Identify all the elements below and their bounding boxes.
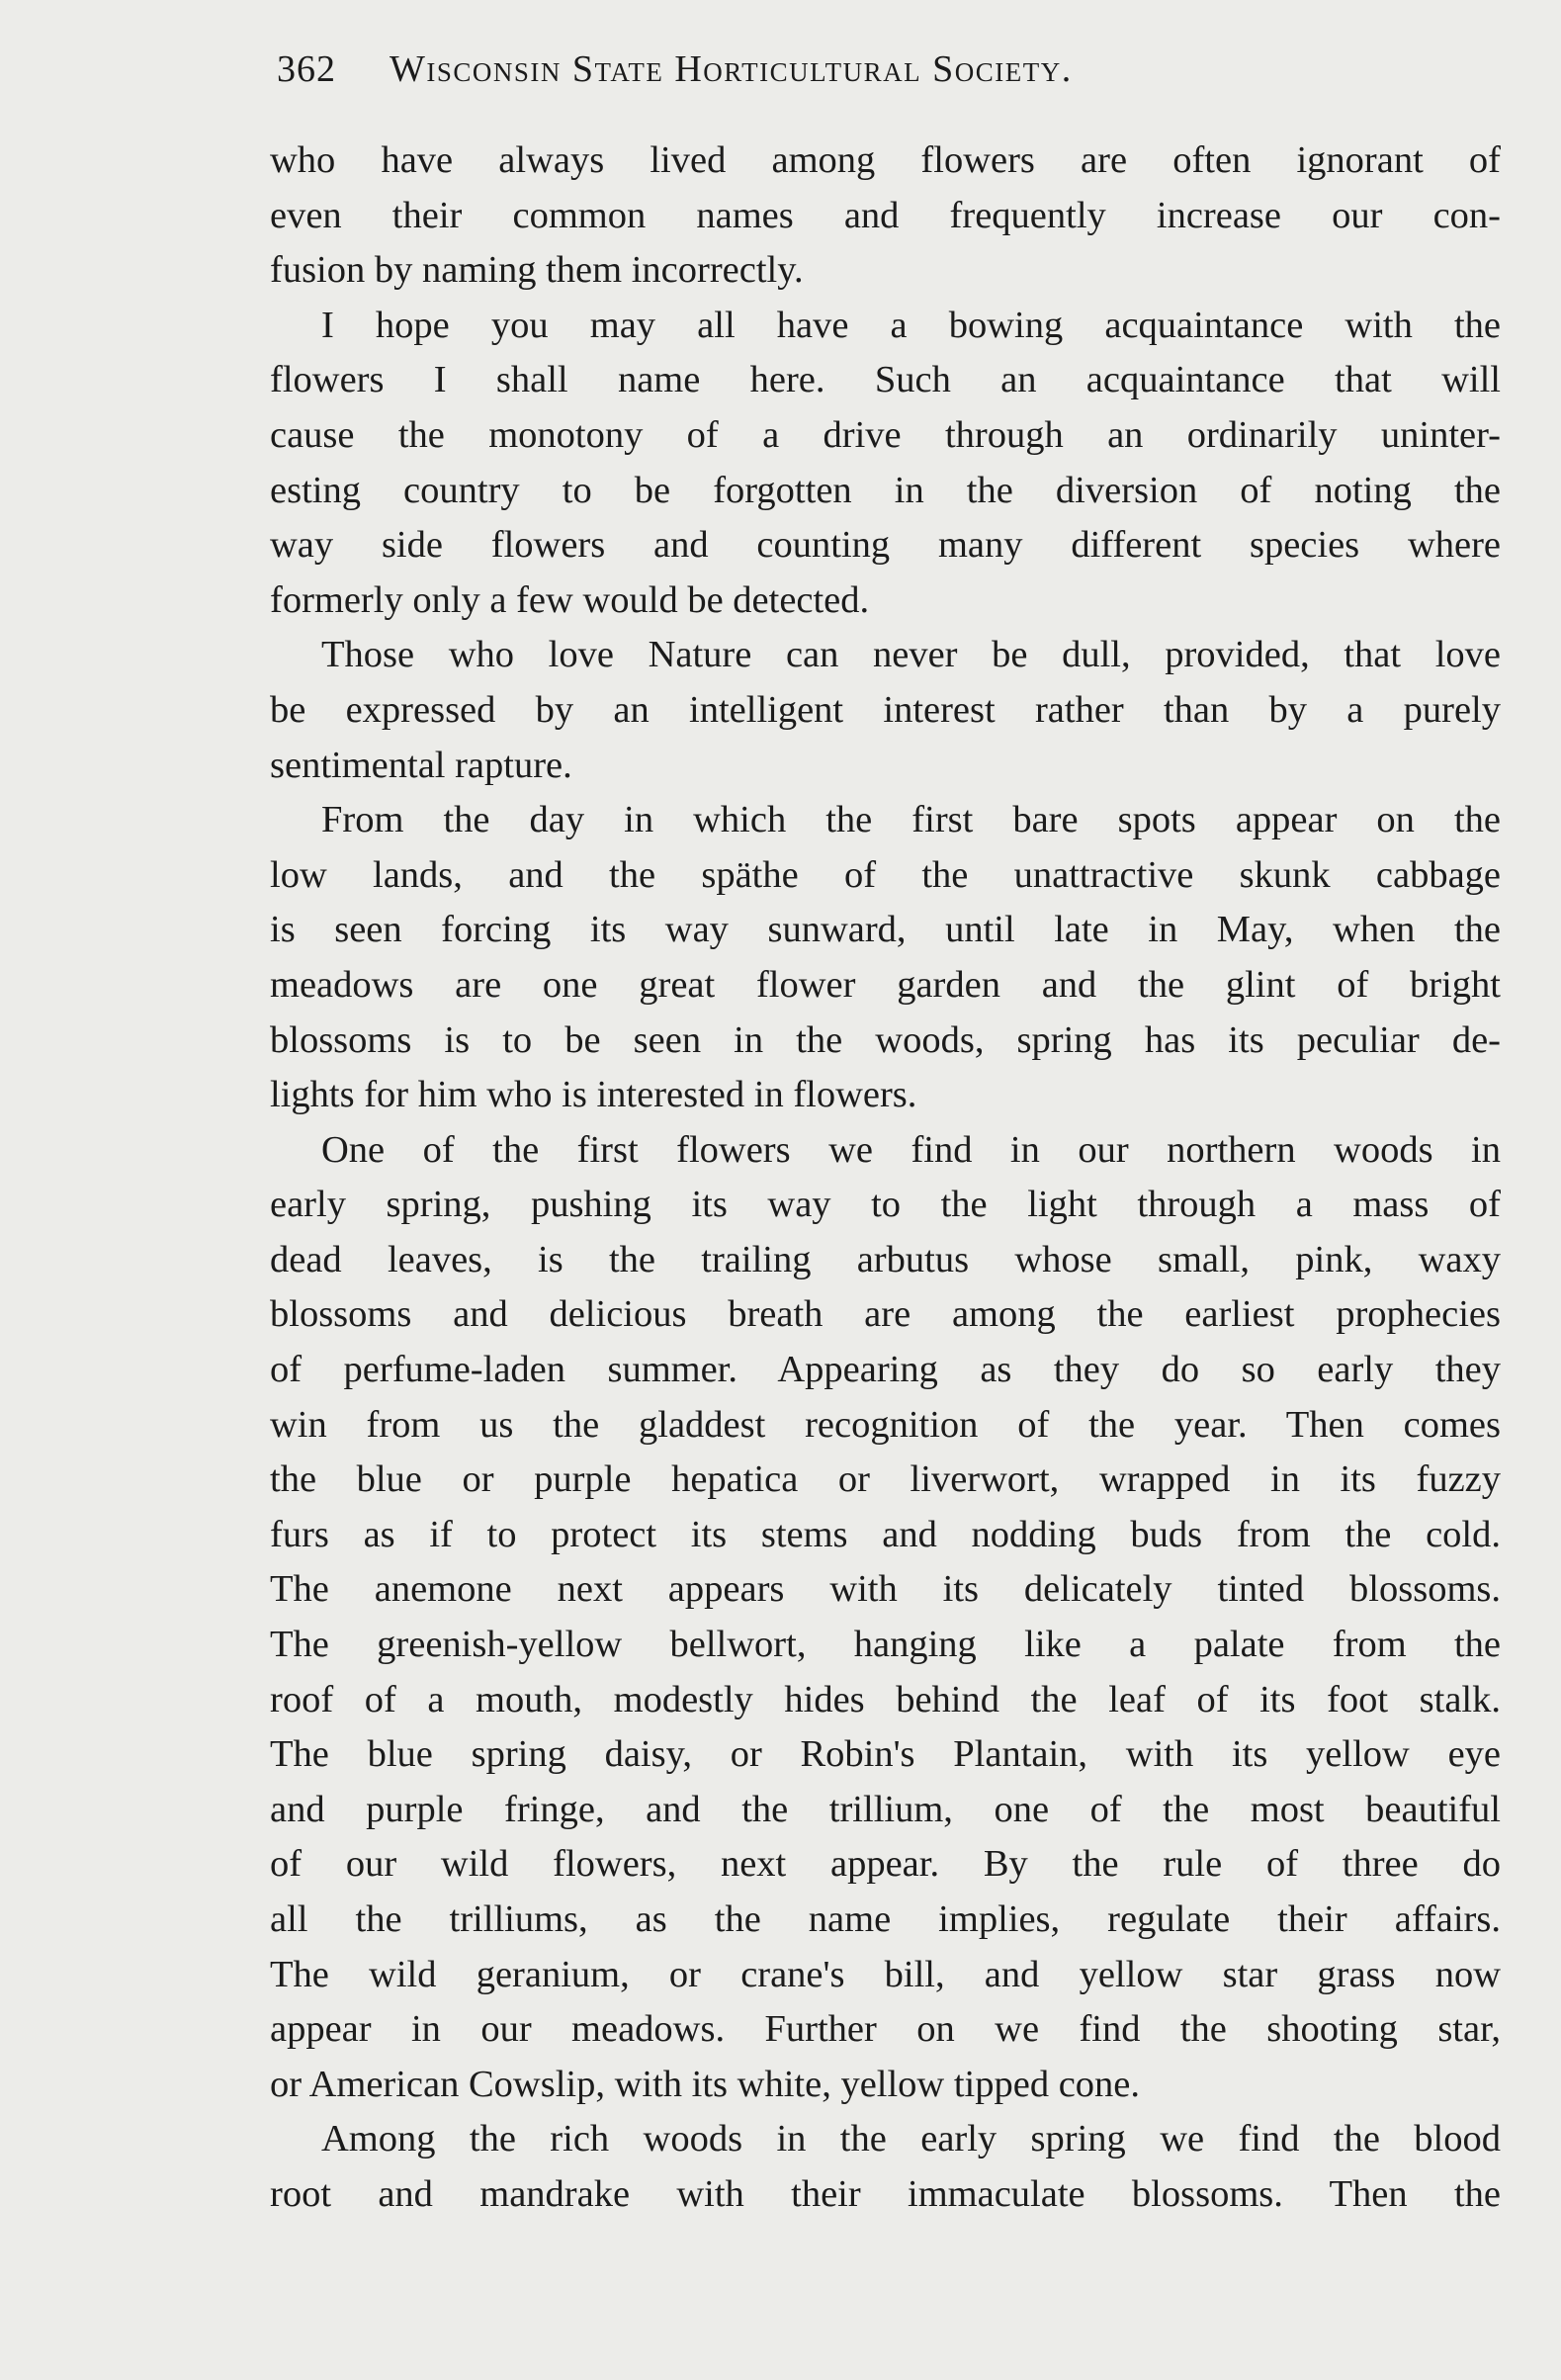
text-line: lights for him who is interested in flowers.	[270, 1074, 917, 1116]
text-line: Among the rich woods in the early spring we find the blood	[321, 2118, 1501, 2160]
text-line: flowers I shall name here. Such an acquaintance that will	[270, 359, 1501, 401]
text-line: cause the monotony of a drive through an ordinarily uninter-	[270, 413, 1501, 456]
text-line: esting country to be forgotten in the diversion of noting the	[270, 469, 1501, 511]
body-text	[270, 133, 1501, 2223]
text-line: The blue spring daisy, or Robin's Plantain, with its yellow eye	[270, 1733, 1501, 1776]
paragraph	[270, 1123, 1501, 2113]
text-line: The greenish-yellow bellwort, hanging like a palate from the	[270, 1624, 1501, 1666]
text-line: way side flowers and counting many different species where	[270, 524, 1501, 567]
paragraph	[270, 133, 1501, 299]
text-line: low lands, and the späthe of the unattractive skunk cabbage	[270, 853, 1501, 896]
text-line: of perfume-laden summer. Appearing as they do so early they	[270, 1349, 1501, 1391]
text-line: dead leaves, is the trailing arbutus whose small, pink, waxy	[270, 1238, 1501, 1280]
paragraph	[270, 628, 1501, 793]
text-line: blossoms and delicious breath are among the earliest prophecies	[270, 1293, 1501, 1336]
paragraph	[270, 2112, 1501, 2222]
text-line: be expressed by an intelligent interest rather than by a purely	[270, 688, 1501, 731]
text-line: blossoms is to be seen in the woods, spring has its peculiar de-	[270, 1018, 1501, 1061]
text-line: meadows are one great flower garden and the glint of bright	[270, 963, 1501, 1006]
text-line: all the trilliums, as the name implies, regulate their affairs.	[270, 1898, 1501, 1940]
text-line: and purple fringe, and the trillium, one of the most beautiful	[270, 1788, 1501, 1830]
text-line: One of the first flowers we find in our northern woods in	[321, 1128, 1501, 1171]
text-line: The wild geranium, or crane's bill, and yellow star grass now	[270, 1953, 1501, 1995]
text-line: Those who love Nature can never be dull, provided, that love	[321, 634, 1501, 676]
text-line: I hope you may all have a bowing acquaintance with the	[321, 304, 1501, 346]
text-line: formerly only a few would be detected.	[270, 578, 870, 621]
running-title: Wisconsin State Horticultural Society.	[390, 48, 1073, 90]
text-line: or American Cowslip, with its white, yellow tipped cone.	[270, 2063, 1141, 2105]
paragraph	[270, 299, 1501, 629]
paragraph	[270, 793, 1501, 1123]
text-line: The anemone next appears with its delicately tinted blossoms.	[270, 1568, 1501, 1611]
text-line: From the day in which the first bare spots appear on the	[321, 799, 1501, 841]
page-header	[277, 47, 1503, 107]
text-line: sentimental rapture.	[270, 744, 572, 786]
text-line: early spring, pushing its way to the light through a mass of	[270, 1184, 1501, 1226]
text-line: of our wild flowers, next appear. By the rule of three do	[270, 1843, 1501, 1886]
text-line: is seen forcing its way sunward, until late in May, when the	[270, 909, 1501, 951]
text-line: fusion by naming them incorrectly.	[270, 249, 804, 292]
text-line: roof of a mouth, modestly hides behind the leaf of its foot stalk.	[270, 1678, 1501, 1720]
text-line: appear in our meadows. Further on we find the shooting star,	[270, 2008, 1501, 2051]
text-line: who have always lived among flowers are often ignorant of	[270, 139, 1501, 181]
text-line: even their common names and frequently increase our con-	[270, 194, 1501, 236]
page-number: 362	[277, 48, 336, 90]
text-line: furs as if to protect its stems and nodding buds from the cold.	[270, 1513, 1501, 1555]
text-line: the blue or purple hepatica or liverwort, wrapped in its fuzzy	[270, 1458, 1501, 1501]
text-line: root and mandrake with their immaculate blossoms. Then the	[270, 2172, 1501, 2215]
text-line: win from us the gladdest recognition of the year. Then comes	[270, 1403, 1501, 1446]
